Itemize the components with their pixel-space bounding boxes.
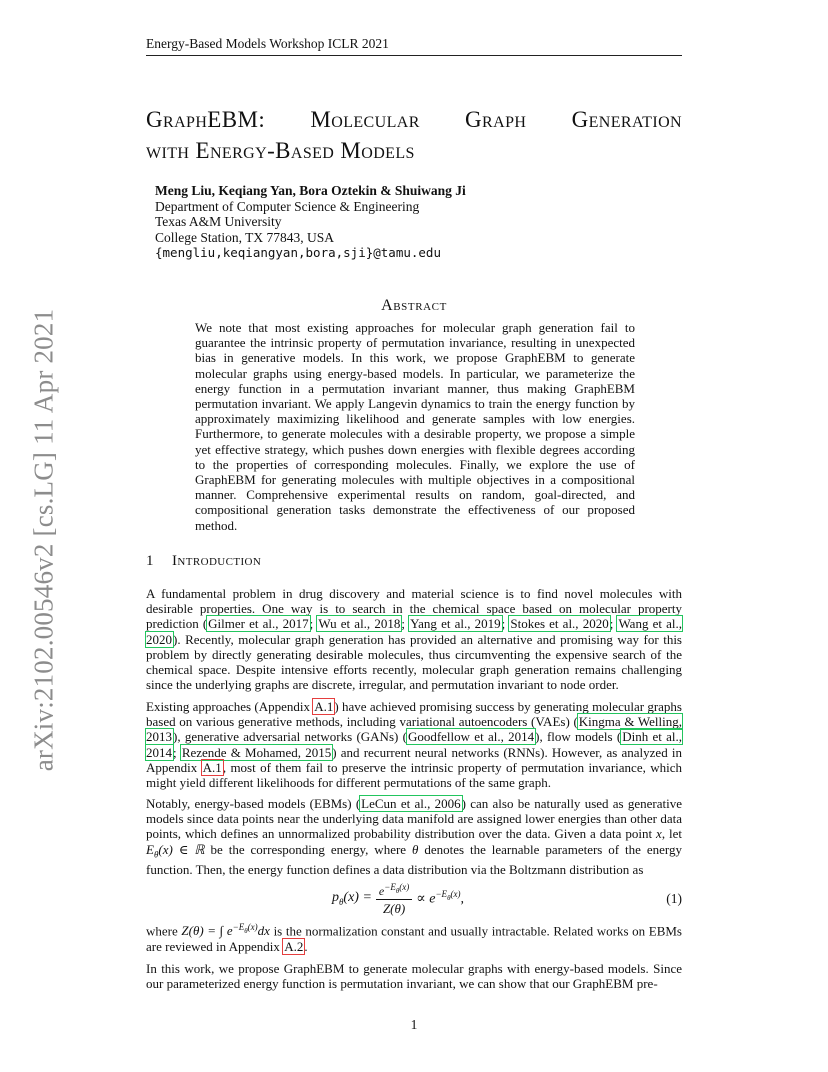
math-energy: $E_\theta(x)$ ∈ ℝ (146, 841, 205, 860)
appendix-link[interactable]: A.1 (314, 699, 334, 714)
author-emails: {mengliu,keqiangyan,bora,sji}@tamu.edu (155, 245, 441, 260)
abstract-text: We note that most existing approaches for molecular graph generation fail to guarantee the intrinsic property of permutation invariance, resulting in unexpected bias in generative models. In this work, we propose GraphEBM to generate molecular graphs using energy-based models. In particular, we parameterize the energy function in a permutation invariant manner, thus making GraphEBM permutation invariant. We apply Langevin dynamics to train the energy function by approximately maximizing likelihood and generate samples with low energies. Furthermore, to generate molecules with a desirable property, we propose a simple yet effective strategy, which pushes down energies with flexible degrees according to the properties of corresponding molecules. Finally, we explore the use of GraphEBM for generating molecules with multiple objectives in a compositional manner. Comprehensive experimental results on random, goal-directed, and compositional generation tasks demonstrate the effectiveness of our proposed method. (195, 320, 635, 533)
intro-paragraph-3: Notably, energy-based models (EBMs) (LeCun et al., 2006) can also be naturally used as generative models since data points near the underlying data manifold are assigned lower energies than other data points, which defines an unnormalized probability distribution over the data. Given a data point x, let $E_\theta(x)$ ∈ ℝ be the corresponding energy, where θ denotes the learnable parameters of the energy function. Then, the energy function defines a data distribution via the Boltzmann distribution as (146, 796, 683, 878)
equation-rhs: ∝ $e^{-E_\theta(x)}$, (416, 888, 465, 907)
title-line-2: with Energy-Based Models (146, 138, 415, 163)
citation-link[interactable]: Rezende & Mohamed, 2015 (181, 744, 332, 760)
citation-link[interactable]: Stokes et al., 2020 (510, 616, 609, 632)
citation-link[interactable]: Wu et al., 2018 (318, 616, 401, 632)
affiliation-university: Texas A&M University (155, 214, 282, 229)
citation-link[interactable]: Kingma & Welling, 2013 (146, 714, 683, 745)
math-partition-function: Z(θ) = ∫ $e^{-E_\theta(x)}dx$ (181, 922, 270, 939)
intro-paragraph-1: A fundamental problem in drug discovery and material science is to find novel molecules with desirable properties. One way is to search in the chemical space based on molecular property prediction (Gilmer et al., 2017; Wu et al., 2018; Yang et al., 2019; Stokes et al., 2020; Wang et al., 2020). Recently, molecular graph generation has provided an alternative and promising way for this problem by directly generating desirable molecules, thus circumventing the expensive search of the chemical space. Despite intensive efforts recently, molecular graph generation remains challenging since the underlying graphs are discrete, irregular, and permutation invariant to node order. (146, 586, 682, 693)
equation-lhs: $p_\theta(x)$ = (332, 889, 372, 907)
section-number: 1 (146, 553, 154, 569)
equation-body (332, 879, 464, 917)
affiliation-city: College Station, TX 77843, USA (155, 229, 335, 245)
intro-paragraph-2: Existing approaches (Appendix A.1) have achieved promising success by generating molecular graphs based on various generative methods, including variational autoencoders (VAEs) (Kingma & Welling, 2013), generative adversarial networks (GANs) (Goodfellow et al., 2014), flow models (Dinh et al., 2014; Rezende & Mohamed, 2015) and recurrent neural networks (RNNs). However, as analyzed in Appendix A.1, most of them fail to preserve the intrinsic property of permutation invariance, which might yield different likelihoods for different permutations of the same graph. (146, 699, 683, 791)
appendix-link[interactable]: A.1 (202, 759, 222, 775)
running-header: Energy-Based Models Workshop ICLR 2021 (146, 36, 682, 56)
fraction-denominator: Z(θ) (382, 901, 406, 916)
appendix-link[interactable]: A.2 (284, 939, 304, 954)
intro-paragraph-4: where Z(θ) = ∫ $e^{-E_\theta(x)}dx$ is the normalization constant and usually intractable. Related works on EBMs are reviewed in Appendix A.2. (146, 922, 682, 954)
citation-link[interactable]: Dinh et al., 2014 (146, 729, 682, 760)
section-heading (146, 553, 261, 570)
intro-paragraph-5: In this work, we propose GraphEBM to generate molecular graphs with energy-based models. Since our parameterized energy function is permutation invariant, we can show that our GraphEBM pre- (146, 961, 682, 992)
citation-link[interactable]: Yang et al., 2019 (410, 616, 501, 632)
citation-link[interactable]: LeCun et al., 2006 (361, 796, 461, 811)
equation-fraction (376, 879, 412, 917)
citation-link[interactable]: Gilmer et al., 2017 (208, 616, 309, 632)
equation-number: (1) (666, 891, 682, 906)
author-names: Meng Liu, Keqiang Yan, Bora Oztekin & Shuiwang Ji (155, 183, 466, 198)
fraction-numerator: $e^{-E_\theta(x)}$ (376, 879, 412, 900)
page-number: 1 (410, 1017, 418, 1032)
section-title: Introduction (172, 553, 262, 569)
title-word: Graph (465, 107, 527, 132)
citation-link[interactable]: Goodfellow et al., 2014 (407, 729, 535, 745)
title-word: GraphEBM: (146, 107, 266, 132)
abstract-heading: Abstract (381, 297, 447, 314)
citation-link[interactable]: Wang et al., 2020 (146, 616, 682, 647)
author-block (155, 183, 466, 261)
title-word: Generation (571, 107, 682, 132)
math-theta: θ (412, 841, 419, 857)
math-x: x (656, 826, 662, 842)
equation-1 (146, 877, 682, 917)
title-line-1 (146, 104, 682, 135)
title-word: Molecular (310, 107, 420, 132)
paper-title (146, 104, 682, 166)
arxiv-identifier-stamp[interactable]: arXiv:2102.00546v2 [cs.LG] 11 Apr 2021 (28, 308, 59, 772)
affiliation-department: Department of Computer Science & Engineering (155, 198, 420, 214)
